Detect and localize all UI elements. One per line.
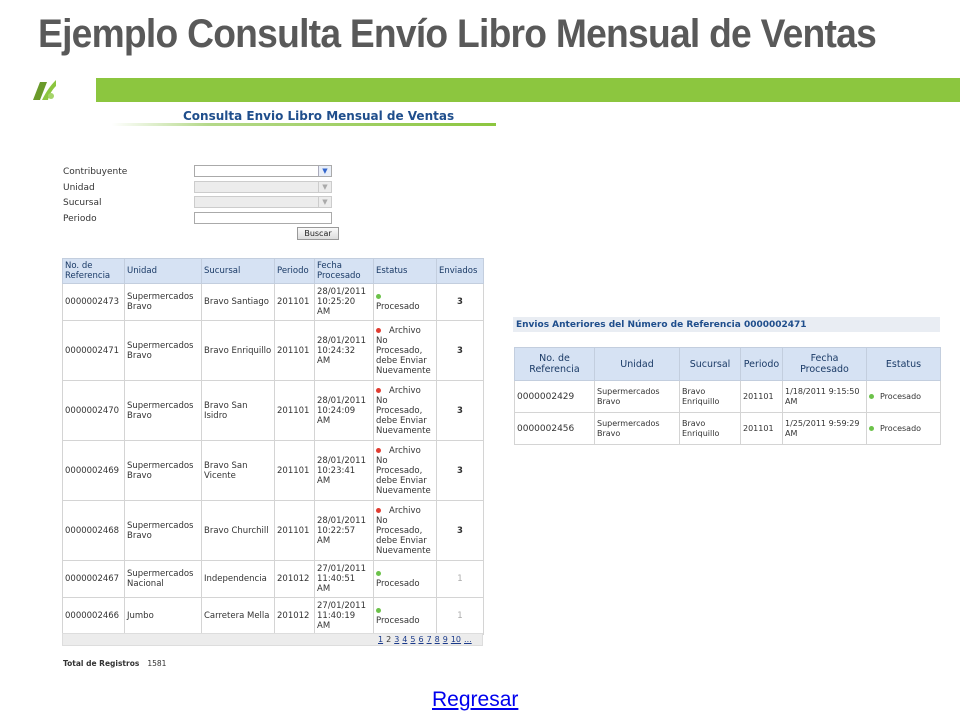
periodo-cell: 201101: [741, 413, 783, 445]
ok-status-icon: [376, 294, 381, 299]
status-cell: [374, 501, 437, 561]
unidad-cell: Supermercados Bravo: [125, 321, 202, 381]
periodo-cell: 201101: [275, 284, 315, 321]
fecha-cell: 27/01/2011 11:40:19 AM: [315, 598, 374, 635]
enviados-cell: 3: [437, 321, 484, 381]
page-link[interactable]: 7: [426, 635, 432, 644]
fecha-cell: 1/18/2011 9:15:50 AM: [783, 381, 867, 413]
status-text: No Procesado, debe Enviar Nuevamente: [376, 395, 431, 436]
sucursal-cell: Bravo Enriquillo: [202, 321, 275, 381]
regresar-link[interactable]: Regresar: [432, 688, 519, 711]
archivo-link[interactable]: Archivo: [389, 505, 421, 516]
status-text: Procesado: [376, 579, 420, 589]
status-cell: [867, 381, 941, 413]
ok-status-icon: [869, 426, 874, 431]
sucursal-cell: Bravo Enriquillo: [680, 381, 741, 413]
unidad-cell: Supermercados Nacional: [125, 561, 202, 598]
reference-cell: 0000002467: [63, 561, 125, 598]
ok-status-icon: [869, 394, 874, 399]
page-link[interactable]: 3: [394, 635, 400, 644]
column-header: Estatus: [374, 259, 437, 284]
status-cell: [374, 321, 437, 381]
table-row[interactable]: [63, 501, 484, 561]
page-link[interactable]: 5: [410, 635, 416, 644]
column-header: Periodo: [275, 259, 315, 284]
column-header: No. de Referencia: [63, 259, 125, 284]
reference-cell: 0000002470: [63, 381, 125, 441]
logo-icon: [30, 76, 58, 102]
table-row[interactable]: [515, 381, 941, 413]
table-row[interactable]: [63, 321, 484, 381]
status-cell: [374, 441, 437, 501]
periodo-input[interactable]: [194, 212, 332, 224]
reference-cell: 0000002466: [63, 598, 125, 635]
table-row[interactable]: [63, 284, 484, 321]
enviados-cell: 1: [437, 561, 484, 598]
column-header: No. de Referencia: [515, 348, 595, 381]
fecha-cell: 28/01/2011 10:25:20 AM: [315, 284, 374, 321]
status-text: No Procesado, debe Enviar Nuevamente: [376, 335, 431, 376]
error-status-icon: [376, 508, 381, 513]
error-status-icon: [376, 388, 381, 393]
status-text: Procesado: [880, 423, 922, 433]
status-cell: [867, 413, 941, 445]
archivo-link[interactable]: Archivo: [389, 325, 421, 336]
total-registros: [63, 659, 166, 668]
unidad-cell: Jumbo: [125, 598, 202, 635]
unidad-label: Unidad: [63, 183, 95, 193]
unidad-cell: Supermercados Bravo: [125, 501, 202, 561]
reference-cell: 0000002469: [63, 441, 125, 501]
status-text: Procesado: [880, 391, 922, 401]
table-row[interactable]: [63, 441, 484, 501]
buscar-button[interactable]: Buscar: [297, 227, 339, 240]
unidad-cell: Supermercados Bravo: [595, 413, 680, 445]
unidad-cell: Supermercados Bravo: [125, 381, 202, 441]
table-header-row: [63, 259, 484, 284]
sucursal-cell: Bravo Churchill: [202, 501, 275, 561]
results-table: [62, 258, 484, 635]
table-row[interactable]: [63, 381, 484, 441]
fecha-cell: 1/25/2011 9:59:29 AM: [783, 413, 867, 445]
status-text: No Procesado, debe Enviar Nuevamente: [376, 455, 431, 496]
page-link[interactable]: 1: [378, 635, 384, 644]
column-header: Unidad: [125, 259, 202, 284]
unidad-cell: Supermercados Bravo: [595, 381, 680, 413]
reference-cell: 0000002471: [63, 321, 125, 381]
fecha-cell: 28/01/2011 10:23:41 AM: [315, 441, 374, 501]
periodo-cell: 201012: [275, 561, 315, 598]
page-link[interactable]: 8: [434, 635, 440, 644]
page-link[interactable]: 9: [442, 635, 448, 644]
section-title: Consulta Envio Libro Mensual de Ventas: [183, 109, 455, 123]
status-text: Procesado: [376, 302, 420, 312]
page-link[interactable]: 6: [418, 635, 424, 644]
reference-cell: 0000002473: [63, 284, 125, 321]
column-header: Enviados: [437, 259, 484, 284]
enviados-cell: 3: [437, 441, 484, 501]
contribuyente-label: Contribuyente: [63, 167, 128, 177]
archivo-link[interactable]: Archivo: [389, 445, 421, 456]
enviados-cell: 3: [437, 501, 484, 561]
total-value: 1581: [147, 659, 167, 668]
status-cell: [374, 598, 437, 635]
chevron-down-icon: ▼: [318, 197, 331, 207]
column-header: Periodo: [741, 348, 783, 381]
status-cell: [374, 561, 437, 598]
column-header: Unidad: [595, 348, 680, 381]
sucursal-cell: Bravo San Isidro: [202, 381, 275, 441]
table-header-row: [515, 348, 941, 381]
archivo-link[interactable]: Archivo: [389, 385, 421, 396]
header-bar: [96, 78, 960, 102]
status-cell: [374, 284, 437, 321]
reference-cell: 0000002429: [515, 381, 595, 413]
status-text: No Procesado, debe Enviar Nuevamente: [376, 515, 431, 556]
reference-cell: 0000002456: [515, 413, 595, 445]
current-page: 2: [386, 635, 392, 644]
fecha-cell: 27/01/2011 11:40:51 AM: [315, 561, 374, 598]
column-header: Sucursal: [680, 348, 741, 381]
page-link[interactable]: 4: [402, 635, 408, 644]
fecha-cell: 28/01/2011 10:22:57 AM: [315, 501, 374, 561]
column-header: Estatus: [867, 348, 941, 381]
periodo-cell: 201101: [275, 381, 315, 441]
contribuyente-select[interactable]: [194, 165, 332, 177]
page-link[interactable]: 10: [450, 635, 462, 644]
ok-status-icon: [376, 571, 381, 576]
reference-cell: 0000002468: [63, 501, 125, 561]
sucursal-select[interactable]: [194, 196, 332, 208]
total-label: Total de Registros: [63, 659, 140, 668]
slide-title: Ejemplo Consulta Envío Libro Mensual de Ventas: [38, 12, 877, 56]
sucursal-label: Sucursal: [63, 198, 102, 208]
status-text: Procesado: [376, 616, 420, 626]
sucursal-cell: Bravo Enriquillo: [680, 413, 741, 445]
periodo-cell: 201101: [275, 501, 315, 561]
periodo-cell: 201101: [741, 381, 783, 413]
periodo-cell: 201101: [275, 321, 315, 381]
column-header: Fecha Procesado: [315, 259, 374, 284]
fecha-cell: 28/01/2011 10:24:09 AM: [315, 381, 374, 441]
unidad-cell: Supermercados Bravo: [125, 284, 202, 321]
table-row[interactable]: [515, 413, 941, 445]
fecha-cell: 28/01/2011 10:24:32 AM: [315, 321, 374, 381]
chevron-down-icon: ▼: [318, 166, 331, 176]
sucursal-cell: Independencia: [202, 561, 275, 598]
unidad-select[interactable]: [194, 181, 332, 193]
periodo-cell: 201101: [275, 441, 315, 501]
periodo-cell: 201012: [275, 598, 315, 635]
pagination: [378, 634, 475, 645]
page-link[interactable]: ...: [464, 635, 472, 644]
pagination-bar: [62, 633, 483, 646]
ok-status-icon: [376, 608, 381, 613]
sucursal-cell: Carretera Mella: [202, 598, 275, 635]
unidad-cell: Supermercados Bravo: [125, 441, 202, 501]
enviados-cell: 3: [437, 381, 484, 441]
enviados-cell: 1: [437, 598, 484, 635]
sucursal-cell: Bravo Santiago: [202, 284, 275, 321]
error-status-icon: [376, 328, 381, 333]
chevron-down-icon: ▼: [318, 182, 331, 192]
sucursal-cell: Bravo San Vicente: [202, 441, 275, 501]
section-underline: [112, 123, 496, 126]
enviados-cell: 3: [437, 284, 484, 321]
periodo-label: Periodo: [63, 214, 97, 224]
column-header: Fecha Procesado: [783, 348, 867, 381]
table-row[interactable]: [63, 598, 484, 635]
previous-sends-table: [514, 347, 941, 445]
status-cell: [374, 381, 437, 441]
error-status-icon: [376, 448, 381, 453]
table-row[interactable]: [63, 561, 484, 598]
prev-section-title: Envios Anteriores del Número de Referencia 0000002471: [516, 320, 807, 330]
column-header: Sucursal: [202, 259, 275, 284]
